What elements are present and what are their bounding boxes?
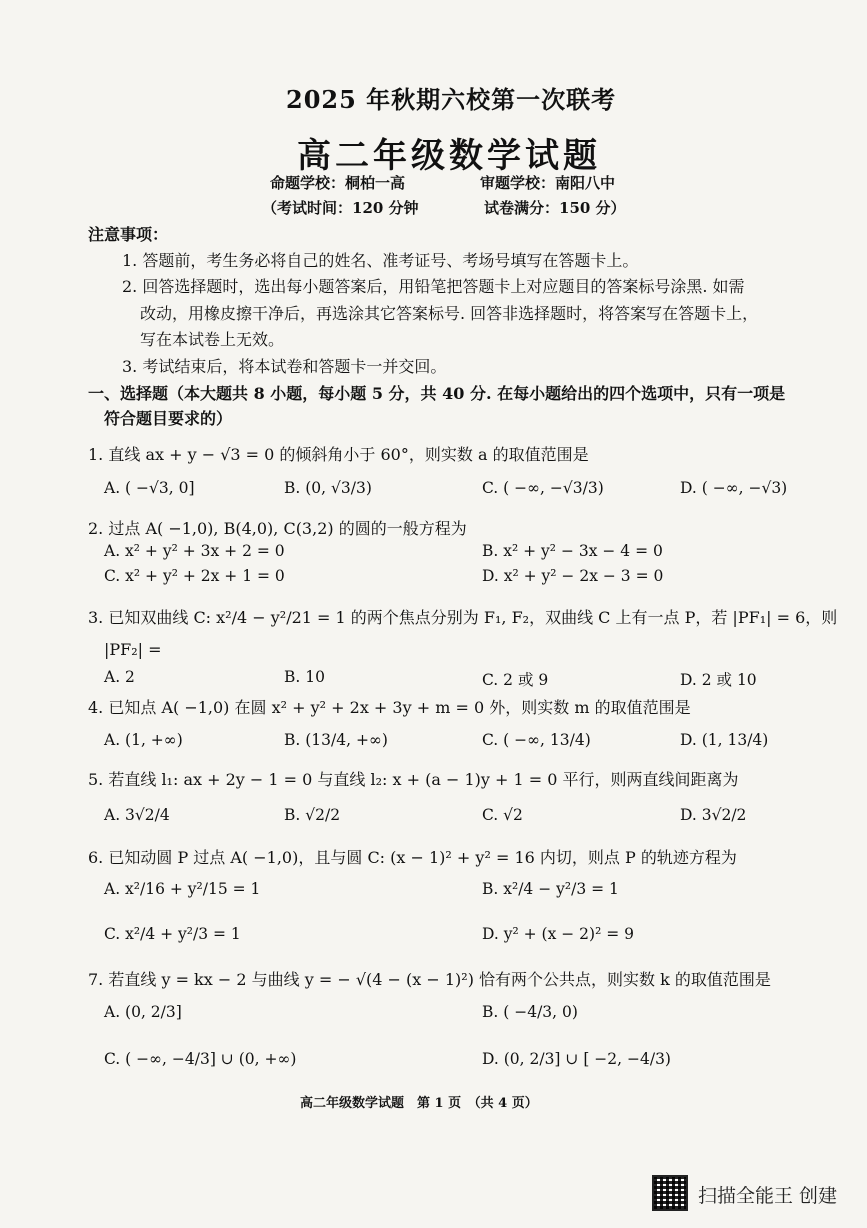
q7-option-c: C. ( −∞, −4/3] ∪ (0, +∞) xyxy=(104,1050,297,1068)
q6-option-c: C. x²/4 + y²/3 = 1 xyxy=(104,925,241,943)
q4-option-d: D. (1, 13/4) xyxy=(680,731,769,749)
q5-option-c: C. √2 xyxy=(482,806,523,824)
notice-item-3: 3. 考试结束后，将本试卷和答题卡一并交回。 xyxy=(122,357,447,376)
reviewer-school: 审题学校：南阳八中 xyxy=(480,174,616,192)
q4-option-a: A. (1, +∞) xyxy=(104,731,183,749)
question-5-stem: 5. 若直线 l₁: ax + 2y − 1 = 0 与直线 l₂: x + (a − 1)y + 1 = 0 平行，则两直线间距离为 xyxy=(88,770,739,789)
q5-option-d: D. 3√2/2 xyxy=(680,806,747,824)
q4-option-c: C. ( −∞, 13/4) xyxy=(482,731,591,749)
q1-option-b: B. (0, √3/3) xyxy=(284,479,372,497)
q4-option-b: B. (13/4, +∞) xyxy=(284,731,388,749)
q2-option-c: C. x² + y² + 2x + 1 = 0 xyxy=(104,567,285,585)
q3-option-a: A. 2 xyxy=(104,668,135,686)
notice-item-1: 1. 答题前，考生务必将自己的姓名、准考证号、考场号填写在答题卡上。 xyxy=(122,251,639,270)
question-4-stem: 4. 已知点 A( −1,0) 在圆 x² + y² + 2x + 3y + m = 0 外，则实数 m 的取值范围是 xyxy=(88,698,691,717)
question-2-stem: 2. 过点 A( −1,0), B(4,0), C(3,2) 的圆的一般方程为 xyxy=(88,519,467,538)
q7-option-d: D. (0, 2/3] ∪ [ −2, −4/3) xyxy=(482,1050,671,1068)
q5-option-a: A. 3√2/4 xyxy=(104,806,170,824)
question-7-stem: 7. 若直线 y = kx − 2 与曲线 y = − √(4 − (x − 1)²) 恰有两个公共点，则实数 k 的取值范围是 xyxy=(88,970,771,989)
question-3-stem-cont: |PF₂| = xyxy=(104,640,162,659)
section-heading: 一、选择题（本大题共 8 小题，每小题 5 分，共 40 分. 在每小题给出的四个选项中，只有一项是 xyxy=(88,384,786,403)
exam-score: 试卷满分：150 分） xyxy=(484,199,626,217)
q1-option-c: C. ( −∞, −√3/3) xyxy=(482,479,604,497)
q3-option-b: B. 10 xyxy=(284,668,325,686)
q3-option-c: C. 2 或 9 xyxy=(482,671,549,689)
page-footer: 高二年级数学试题 第 1 页 （共 4 页） xyxy=(300,1096,538,1111)
scanner-watermark: 扫描全能王 创建 xyxy=(698,1185,838,1207)
setter-school: 命题学校：桐柏一高 xyxy=(270,174,406,192)
q2-option-d: D. x² + y² − 2x − 3 = 0 xyxy=(482,567,664,585)
exam-name: 2025 年秋期六校第一次联考 xyxy=(286,85,617,114)
question-6-stem: 6. 已知动圆 P 过点 A( −1,0)，且与圆 C: (x − 1)² + y² = 16 内切，则点 P 的轨迹方程为 xyxy=(88,848,737,867)
q7-option-b: B. ( −4/3, 0) xyxy=(482,1003,578,1021)
q1-option-a: A. ( −√3, 0] xyxy=(104,479,195,497)
notice-item-2-cont2: 写在本试卷上无效。 xyxy=(140,330,285,349)
q5-option-b: B. √2/2 xyxy=(284,806,341,824)
q6-option-d: D. y² + (x − 2)² = 9 xyxy=(482,925,634,943)
question-1-stem: 1. 直线 ax + y − √3 = 0 的倾斜角小于 60°，则实数 a 的取值范围是 xyxy=(88,445,589,464)
notice-item-2-cont: 改动，用橡皮擦干净后，再选涂其它答案标号. 回答非选择题时，将答案写在答题卡上， xyxy=(140,304,759,323)
notice-item-2: 2. 回答选择题时，选出每小题答案后，用铅笔把答题卡上对应题目的答案标号涂黑. 如需 xyxy=(122,277,745,296)
question-3-stem: 3. 已知双曲线 C: x²/4 − y²/21 = 1 的两个焦点分别为 F₁, F₂，双曲线 C 上有一点 P，若 |PF₁| = 6，则 xyxy=(88,608,838,627)
q6-option-a: A. x²/16 + y²/15 = 1 xyxy=(104,880,261,898)
notice-heading: 注意事项： xyxy=(88,225,169,244)
qr-code-icon xyxy=(652,1175,688,1211)
page-title: 高二年级数学试题 xyxy=(297,136,601,176)
q6-option-b: B. x²/4 − y²/3 = 1 xyxy=(482,880,619,898)
q2-option-b: B. x² + y² − 3x − 4 = 0 xyxy=(482,542,663,560)
q7-option-a: A. (0, 2/3] xyxy=(104,1003,182,1021)
q3-option-d: D. 2 或 10 xyxy=(680,671,757,689)
exam-time: （考试时间：120 分钟 xyxy=(262,199,419,217)
q2-option-a: A. x² + y² + 3x + 2 = 0 xyxy=(104,542,285,560)
section-heading-cont: 符合题目要求的） xyxy=(104,409,233,428)
q1-option-d: D. ( −∞, −√3) xyxy=(680,479,788,497)
